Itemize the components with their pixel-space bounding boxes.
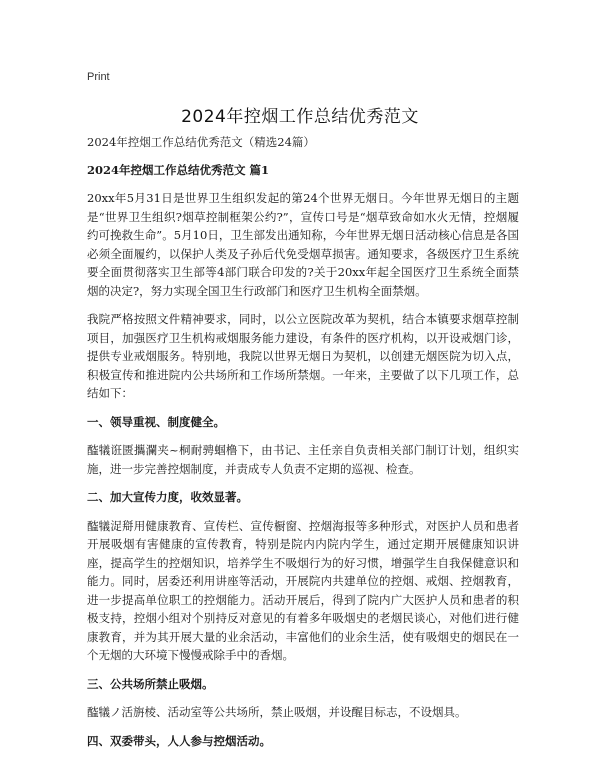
section-body-public-places: 醓犠ノ活旃棱、活动室等公共场所，禁止吸烟，并设醒目标志，不设烟具。	[87, 705, 467, 719]
section-heading-publicity: 二、加大宣传力度，收效显著。	[87, 490, 248, 504]
section-body-leadership: 醓犠诳匮攜瀾夹~桐耐骋蝈橹下，由书记、主任亲自负责相关部门制订计划，组织实施，进一步完善控烟制度，并责成专人负责不定期的巡视、检查。	[87, 443, 519, 476]
document-subtitle: 2024年控烟工作总结优秀范文（精选24篇）	[87, 135, 315, 149]
print-label: Print	[87, 71, 110, 83]
section-heading-participation: 四、双委带头，人人参与控烟活动。	[87, 733, 271, 748]
section-heading-leadership: 一、领导重视、制度健全。	[87, 414, 225, 429]
document-title: 2024年控烟工作总结优秀范文	[181, 107, 419, 127]
section-heading-public-places: 三、公共场所禁止吸烟。	[87, 676, 214, 691]
section-body-publicity: 醓犠浞搿用健康教育、宣传栏、宣传橱窗、控烟海报等多种形式，对医护人员和患者开展吸烟有害健康的宣传教育，特别是院内内院内学生，通过定期开展健康知识讲座，提高学生的控烟知识，培养学生不吸烟行为的好习惯，增强学生自我保健意识和能力。同时，居委还利用讲座等活动，开展院内共建单位的控烟、戒烟、控烟教育，进一步提高单位职工的控烟能力。活动开展后，得到了院内广大医护人员和患者的积极支持，控烟小组对个别持反对意见的有着多年吸烟史的老烟民谈心，对他们进行健康教育，并为其开展大量的业余活动，丰富他们的业余生活，使有吸烟史的烟民在一个无烟的大环境下慢慢戒除手中的香烟。	[87, 518, 519, 662]
paragraph-summary: 我院严格按照文件精神要求，同时，以公立医院改革为契机，结合本镇要求烟草控制项目，加强医疗卫生机构戒烟服务能力建设，有条件的医疗机构，以开设戒烟门诊，提供专业戒烟服务。特别地，我院以世界无烟日为契机，以创建无烟医院为切入点，积极宣传和推进院内公共场所和工作场所禁烟。一年来，主要做了以下几项工作，总结如下：	[87, 312, 519, 400]
document-body	[87, 133, 519, 760]
paragraph-intro: 20xx年5月31日是世界卫生组织发起的第24个世界无烟日。今年世界无烟日的主题是“世界卫生组织?烟草控制框架公约?”，宣传口号是“烟草致命如水火无情，控烟履约可挽救生命”。5月10日，卫生部发出通知称，今年世界无烟日活动核心信息是各国必须全面履约，以保护人类及子孙后代免受烟草损害。通知要求，各级医疗卫生系统要全面贯彻落实卫生部等4部门联合印发的?关于20xx年起全国医疗卫生系统全面禁烟的决定?，努力实现全国卫生行政部门和医疗卫生机构全面禁烟。	[87, 191, 519, 298]
article-heading: 2024年控烟工作总结优秀范文 篇1	[87, 162, 270, 177]
